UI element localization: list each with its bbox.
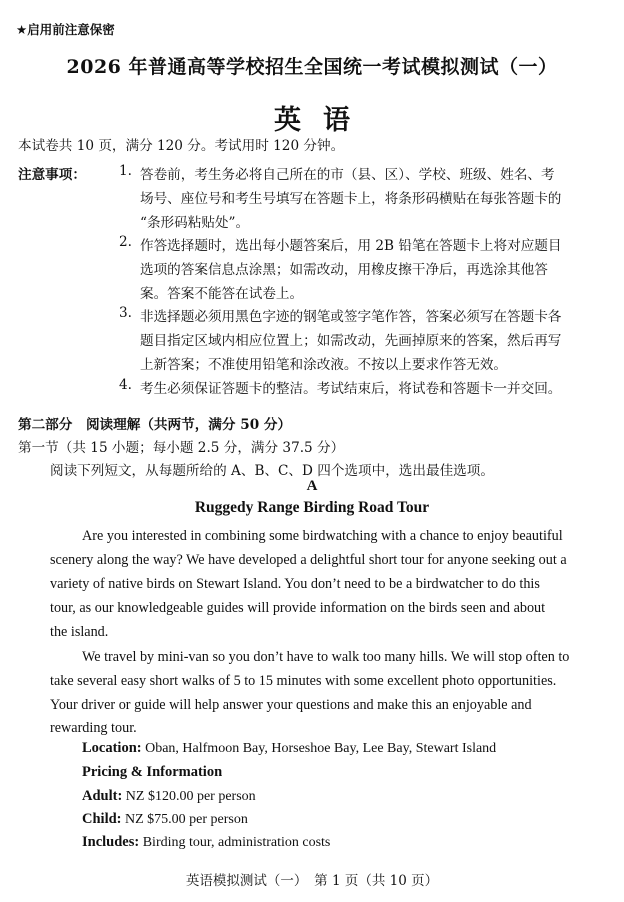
includes-row <box>82 834 330 851</box>
section-part: 第二部分 阅读理解（共两节，满分 50 分） <box>18 417 292 433</box>
section-sub: 第一节（共 15 小题；每小题 2.5 分，满分 37.5 分） <box>18 440 345 456</box>
passage-line: take several easy short walks of 5 to 15 minutes with some excellent photo opportunities. <box>50 673 557 689</box>
exam-title: 2026 年普通高等学校招生全国统一考试模拟测试（一） <box>66 56 558 78</box>
note-line: 题目指定区域内相应位置上；如需改动，先画掉原来的答案，然后再写 <box>140 333 562 349</box>
pricing-label: Pricing & Information <box>82 764 223 780</box>
adult-label: Adult: <box>82 788 123 804</box>
note-line: “条形码粘贴处”。 <box>140 215 250 231</box>
passage-letter: A <box>306 478 318 494</box>
note-line: 选项的答案信息点涂黑；如需改动，用橡皮擦干净后，再选涂其他答 <box>140 262 548 278</box>
notes-label: 注意事项： <box>18 167 86 183</box>
note-number: 3. <box>119 305 132 321</box>
note-line: 作答选择题时，选出每小题答案后，用 2B 铅笔在答题卡上将对应题目 <box>140 238 562 254</box>
note-line: 上新答案；不准使用铅笔和涂改液。不按以上要求作答无效。 <box>140 357 508 373</box>
page-footer: 英语模拟测试（一） 第 1 页（共 10 页） <box>185 873 439 889</box>
location-label: Location: <box>82 740 142 756</box>
confidential-notice: ★启用前注意保密 <box>16 22 115 37</box>
pricing-row <box>82 764 222 781</box>
exam-info: 本试卷共 10 页，满分 120 分。考试用时 120 分钟。 <box>18 138 345 154</box>
note-line: 非选择题必须用黑色字迹的钢笔或签字笔作答，答案必须写在答题卡各 <box>140 309 562 325</box>
includes-label: Includes: <box>82 834 140 850</box>
passage-line: rewarding tour. <box>50 720 137 736</box>
child-row <box>82 811 248 828</box>
section-instruction: 阅读下列短文，从每题所给的 A、B、C、D 四个选项中，选出最佳选项。 <box>50 463 494 479</box>
passage-line: scenery along the way? We have developed a delightful short tour for anyone seeking out a <box>50 552 567 568</box>
note-line: 场号、座位号和考生号填写在答题卡上，将条形码横贴在每张答题卡的 <box>140 191 562 207</box>
passage-line: Your driver or guide will help answer your questions and make this an enjoyable and <box>50 697 532 713</box>
includes-value: Birding tour, administration costs <box>142 835 331 850</box>
note-line: 答卷前，考生务必将自己所在的市（县、区）、学校、班级、姓名、考 <box>140 167 555 183</box>
location-value: Oban, Halfmoon Bay, Horseshoe Bay, Lee Bay, Stewart Island <box>145 741 497 756</box>
subject-title: 英语 <box>274 105 372 136</box>
adult-row <box>82 788 256 805</box>
passage-line: variety of native birds on Stewart Island. You don’t need to be a birdwatcher to do this <box>50 576 540 592</box>
child-label: Child: <box>82 811 122 827</box>
note-line: 案。答案不能答在试卷上。 <box>140 286 304 302</box>
adult-price: NZ $120.00 per person <box>125 789 256 804</box>
note-number: 1. <box>119 163 132 179</box>
passage-title: Ruggedy Range Birding Road Tour <box>194 499 430 516</box>
note-number: 2. <box>119 234 132 250</box>
passage-line: the island. <box>50 624 109 640</box>
child-price: NZ $75.00 per person <box>125 812 248 827</box>
note-number: 4. <box>119 377 132 393</box>
passage-line: We travel by mini-van so you don’t have to walk too many hills. We will stop often to <box>82 649 570 665</box>
passage-line: tour, as our knowledgeable guides will provide information on the birds seen and about <box>50 600 546 616</box>
location-row <box>82 740 496 757</box>
note-line: 考生必须保证答题卡的整洁。考试结束后，将试卷和答题卡一并交回。 <box>140 381 562 397</box>
passage-line: Are you interested in combining some birdwatching with a chance to enjoy beautiful <box>82 528 563 544</box>
